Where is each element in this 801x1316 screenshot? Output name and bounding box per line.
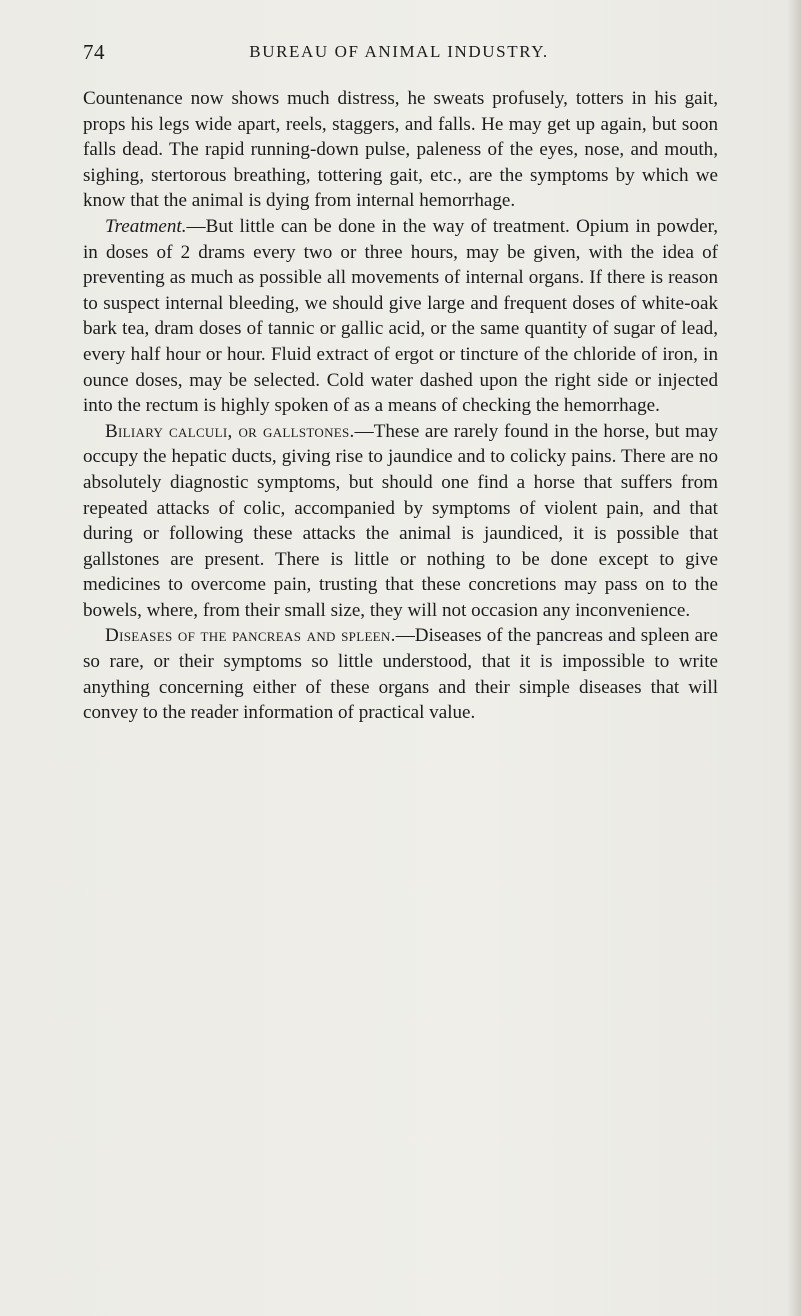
running-head: BUREAU OF ANIMAL INDUSTRY. xyxy=(249,42,549,61)
section-heading-biliary-calculi: Biliary calculi, or gallstones. xyxy=(105,420,355,442)
paragraph-pancreas-spleen xyxy=(83,623,718,725)
paragraph-text: —But little can be done in the way of treatment. Opium in powder, in doses of 2 drams every two or three hours, may be given, with the idea of preventing as much as possible all movements of internal organs. If there is reason to suspect internal bleeding, we should give large and frequent doses of white-oak bark tea, dram doses of tannic or gallic acid, or the same quantity of sugar of lead, every half hour or hour. Fluid extract of ergot or tincture of the chloride of iron, in ounce doses, may be selected. Cold water dashed upon the right side or injected into the rectum is highly spoken of as a means of checking the hemorrhage. xyxy=(83,215,718,417)
paragraph-text: Countenance now shows much distress, he sweats profusely, totters in his gait, props his legs wide apart, reels, staggers, and falls. He may get up again, but soon falls dead. The rapid running-down pulse, paleness of the eyes, nose, and mouth, sighing, stertorous breathing, tottering gait, etc., are the symptoms by which we know that the animal is dying from internal hemorrhage. xyxy=(83,88,718,212)
paragraph-countenance xyxy=(83,86,718,214)
section-heading-pancreas-spleen: Diseases of the pancreas and spleen. xyxy=(105,625,396,647)
paragraph-text: —Diseases of the pancreas and spleen are so rare, or their symptoms so little understood, that it is impossible to write anything concerning either of these organs and their simple diseases that will convey to the reader information of practical value. xyxy=(83,625,718,724)
paragraph-text: —These are rarely found in the horse, but may occupy the hepatic ducts, giving rise to jaundice and to colicky pains. There are no absolutely diagnostic symptoms, but should one find a horse that suffers from repeated attacks of colic, accompanied by symptoms of violent pain, and that during or following these attacks the animal is jaundiced, it is possible that gallstones are present. There is little or nothing to be done except to give medicines to overcome pain, trusting that these concretions may pass on to the bowels, where, from their small size, they will not occasion any inconvenience. xyxy=(83,420,718,621)
page-body xyxy=(83,86,718,726)
paragraph-treatment xyxy=(83,214,718,419)
section-heading-treatment: Treatment. xyxy=(105,215,187,237)
page-header xyxy=(83,40,715,68)
paragraph-biliary-calculi xyxy=(83,419,718,624)
page-number: 74 xyxy=(83,40,105,64)
page-edge-shadow xyxy=(787,0,801,1316)
